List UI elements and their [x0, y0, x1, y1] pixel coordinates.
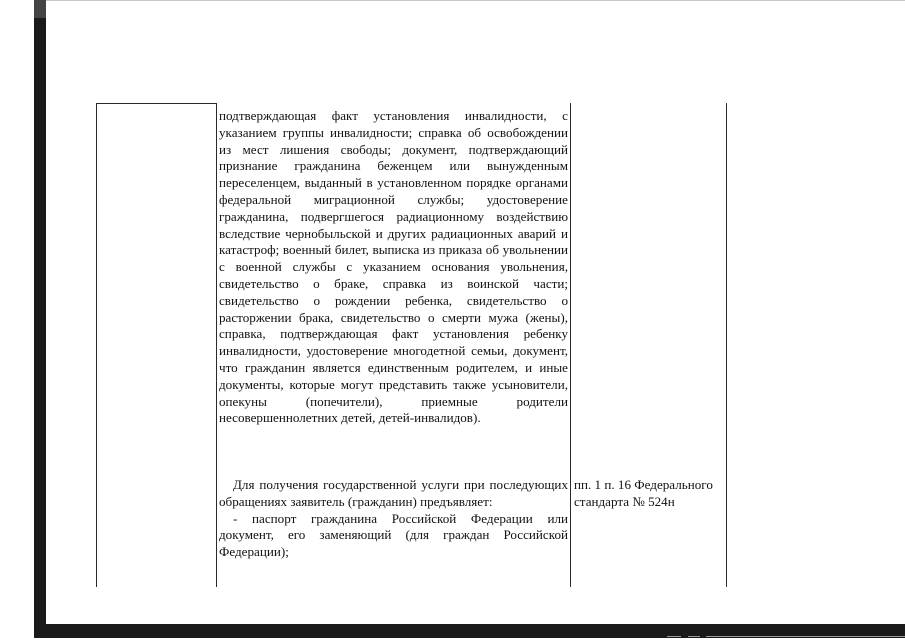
- table-top-border-col1: [96, 103, 216, 104]
- scan-dash: [688, 636, 700, 637]
- scan-left-border: [34, 0, 46, 626]
- scan-dash: [667, 636, 681, 637]
- scan-corner-mark: [34, 0, 46, 18]
- table-column-border: [96, 103, 97, 587]
- scan-dash: [706, 636, 905, 637]
- legal-reference-cell: [574, 477, 724, 511]
- table-column-border: [216, 103, 217, 587]
- table-column-border: [726, 103, 727, 587]
- passport-item: - паспорт гражданина Российской Федерации или документ, его заменяющий (для граждан Российской Федерации);: [219, 510, 568, 560]
- scan-top-edge: [34, 0, 905, 1]
- subsequent-requests-cell: [219, 477, 568, 561]
- subsequent-requests-intro: Для получения государственной услуги при последующих обращениях заявитель (гражданин) предъявляет:: [219, 477, 568, 509]
- requirements-cell: [219, 108, 568, 427]
- legal-reference: пп. 1 п. 16 Федерального стандарта № 524н: [574, 477, 713, 509]
- table-column-border: [570, 103, 571, 587]
- requirements-text: подтверждающая факт установления инвалидности, с указанием группы инвалидности; справка об освобождении из мест лишения свободы; документ, подтверждающий признание гражданина беженцем или вынужденным переселенцем, выданный в установленном порядке органами федеральной миграционной службы; удостоверение гражданина, подвергшегося радиационному воздействию вследствие чернобыльской и других радиационных аварий и катастроф; военный билет, выписка из приказа об увольнении с военной службы с указанием основания увольнения, свидетельство о браке, справка из воинской части; свидетельство о рождении ребенка, свидетельство о расторжении брака, свидетельство о смерти мужа (жены), справка, подтверждающая факт установления ребенку инвалидности, удостоверение многодетной семьи, документ, что гражданин является единственным родителем, и иные документы, которые могут представить также усыновители, опекуны (попечители), приемные родители несовершеннолетних детей, детей-инвалидов).: [219, 108, 568, 426]
